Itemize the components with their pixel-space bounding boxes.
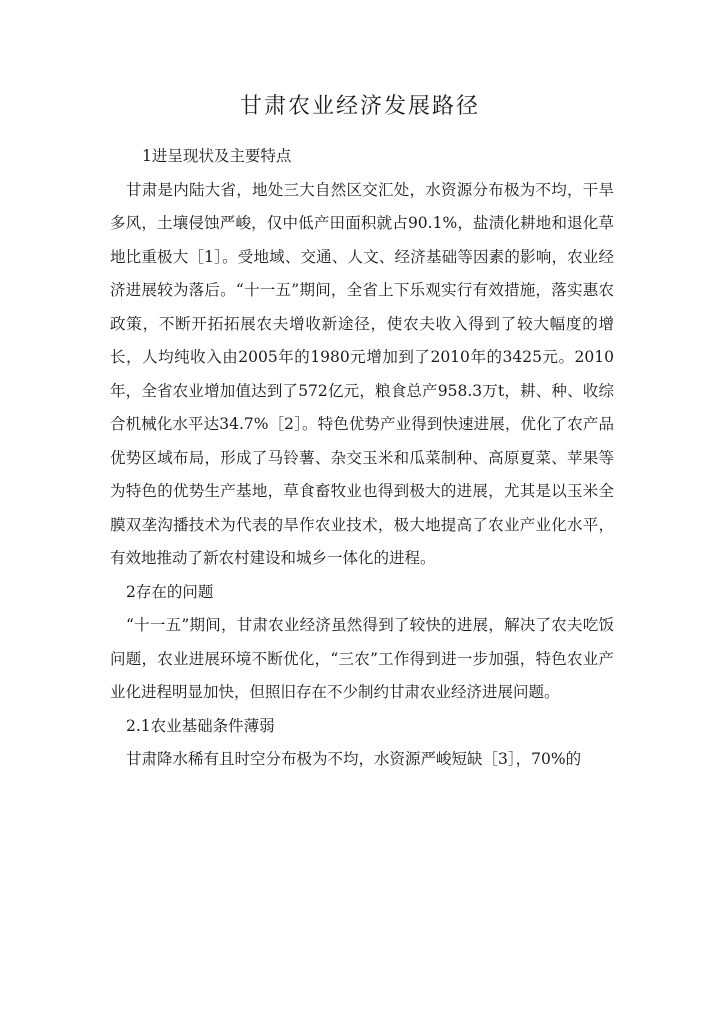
section-paragraph: 甘肃是内陆大省，地处三大自然区交汇处，水资源分布极为不均，干旱多风，土壤侵蚀严峻，仅中低产田面积就占90.1%，盐渍化耕地和退化草地比重极大［1］。受地域、交通、人文、经济基础等因素的影响，农业经济进展较为落后。“十一五”期间，全省上下乐观实行有效措施，落实惠农政策，不断开拓拓展农夫增收新途径，使农夫收入得到了较大幅度的增长，人均纯收入由2005年的1980元增加到了2010年的3425元。2010年，全省农业增加值达到了572亿元，粮食总产958.3万t，耕、种、收综合机械化水平达34.7%［2］。特色优势产业得到快速进展，优化了农产品优势区域布局，形成了马铃薯、杂交玉米和瓜菜制种、高原夏菜、苹果等为特色的优势生产基地，草食畜牧业也得到极大的进展，尤其是以玉米全膜双垄沟播技术为代表的旱作农业技术，极大地提高了农业产业化水平，有效地推动了新农村建设和城乡一体化的进程。 bbox=[110, 180, 614, 567]
section-2 bbox=[110, 576, 614, 710]
section-paragraph: 甘肃降水稀有且时空分布极为不均，水资源严峻短缺［3］，70%的 bbox=[126, 750, 582, 768]
section-heading: 1进呈现状及主要特点 bbox=[142, 147, 292, 165]
section-heading: 2.1农业基础条件薄弱 bbox=[126, 716, 275, 735]
section-1 bbox=[110, 140, 614, 576]
section-heading: 2存在的问题 bbox=[126, 582, 214, 601]
document-title: 甘肃农业经济发展路径 bbox=[239, 94, 480, 119]
section-2-1 bbox=[110, 710, 614, 777]
section-paragraph: “十一五”期间，甘肃农业经济虽然得到了较快的进展，解决了农夫吃饭问题，农业进展环境不断优化，“三农”工作得到进一步加强，特色农业产业化进程明显加快，但照旧存在不少制约甘肃农业经济进展问题。 bbox=[110, 616, 614, 701]
document-body bbox=[110, 140, 614, 777]
